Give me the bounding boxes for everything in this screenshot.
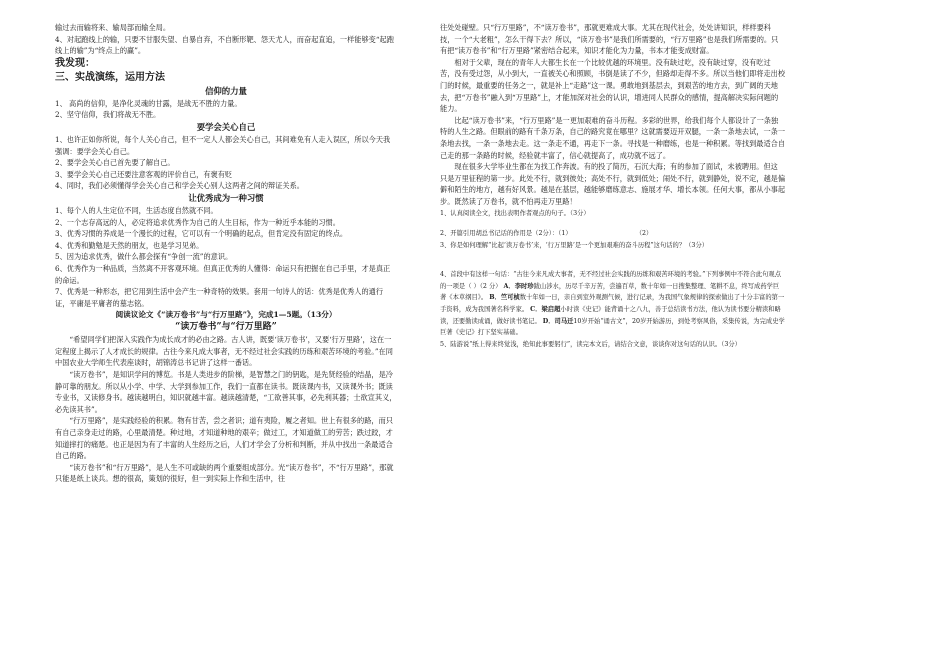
option-a-text: 跋山涉水，历尽千辛万苦，尝遍百草，数十年如一日搜集整理、笔耕不息，终写成药学巨著《本草纲目》。 [440,282,780,302]
question-4 [440,269,785,339]
excellence-point-1: 1、每个人的人生定位不同，生活态度自然就不同。 [55,205,218,215]
question-2-stem: 2、开篇引用胡总书记话的作用是（2分）：（1） [440,230,572,238]
excellence-point-2: 2、一个志存高远的人，必定将追求优秀作为自己的人生目标，作为一种近乎本能的习惯。 [55,217,340,227]
essay-paragraph-3: “行万里路”，是实践经验的积累。物有甘苦，尝之者识；道有夷险，履之者知。世上有很多的路，而只有自己亲身走过的路，心里最清楚。种过地，才知道种地的艰辛；做过工，才知道做工的劳苦；跌过跤，才知道摔打的痛楚。也正是因为有了丰富的人生经历之后，人们才学会了分析和判断，并从中找出一条最适合自己的路。 [55,416,393,461]
excellence-point-7: 7、优秀是一种形态，把它用到生活中会产生一种奇特的效果。套用一句诗人的话：优秀是优秀人的通行证，平庸是平庸者的墓志铭。 [55,287,384,308]
right-column [440,22,785,350]
excellence-point-6: 6、优秀作为一种品质，当然离不开客观环境。但真正优秀的人懂得：命运只有把握在自己手里，才是真正的命运。 [55,263,391,285]
excellence-point-5: 5、因为追求优秀，做什么都会探有“争创一流”的意识。 [55,252,233,262]
option-d-label: D．司马迁 [542,317,574,325]
essay-paragraph-4-cont: 往处处碰壁。只“行万里路”，不“读万卷书”，那就更难成大事。尤其在现代社会，处处讲知识，样样要科技，一个“大老粗”，怎么干得下去？所以，“读万卷书”是我们所需要的，“行万里路”也是我们所需要的。只有把“读万卷书”和“行万里路”紧密结合起来，知识才能化为力量，书本才能变成财富。 [440,23,779,56]
heading-discover: 我发现： [55,57,95,69]
intro-line-1: 输过去而输将来、输局部而输全局。 [55,23,171,32]
section-title-faith: 信仰的力量 [205,85,247,96]
option-c-label: C．梁启超 [530,306,561,314]
excellence-point-4: 4、优秀和勤勉是天然的朋友，也是学习见弟。 [55,240,204,250]
question-2-blank-2: （2） [635,230,653,238]
option-b-label: B．竺可桢 [489,294,520,302]
care-point-2: 2、要学会关心自己首先要了解自己。 [55,158,175,168]
question-5: 5、陆游说“纸上得来终觉浅，绝知此事要躬行”，读完本文后，请结合文意，谈谈你对这句话的认识。（3分） [440,340,741,348]
question-2 [440,228,785,240]
option-a-label: A．李时珍 [503,282,534,290]
essay-paragraph-4: “读万卷书”和“行万里路”，是人生不可或缺的两个重要组成部分。光“读万卷书”，不“行万里路”，那就只能是纸上谈兵。想的很高，策划的很好，但一到实际上作和生活中，往 [55,462,394,484]
care-point-1: 1、也许正如你所说，每个人关心自己，但不一定人人都会关心自己，其间难免有人走入误区，所以今天我强调：要学会关心自己。 [55,134,391,156]
care-point-3: 3、要学会关心自己还要注意客观的评价自己，有褒有贬 [55,169,233,179]
section-title-excellence: 让优秀成为一种习惯 [188,192,264,203]
option-d-text: 10岁开始“诵古文”，20岁开始游历，到处考察风俗，采集传说，为完成史学巨著《史记》打下坚实基础。 [440,317,785,337]
option-b-text: 数十年如一日，亲自到室外观测气候，进行记录，为我国气象规律的探索做出了十分丰富的第一手资料，成为我国著名科学家。 [440,294,785,314]
faith-point-1: 1、 高尚的信仰，是净化灵魂的甘露，是战无不胜的力量。 [55,98,242,108]
question-1: 1、认真阅读全文，找出表明作者观点的句子。（3分） [440,209,590,217]
essay-paragraph-2: “读万卷书”，是知识学问的博览。书是人类进步的阶梯，是智慧之门的钥匙，是先贤经验的结晶，是冷静可靠的朋友。所以从小学、中学、大学到参加工作，我们一直都在读书。既读课内书，又读课外书；既读专业书，又读修身书。越读越明白，知识就越丰富。越读越清楚，“工欲善其事，必先利其器；士欲宣其义，必先读其书”。 [55,370,397,414]
essay-paragraph-1: “希望同学们把深入实践作为成长成才的必由之路。古人讲，既要‘读万卷书’，又要‘行万里路’，这在一定程度上揭示了人才成长的规律。古往今来凡成大事者，无不经过社会实践的历练和艰苦环境的考验。”在同中国农业大学师生代表座谈时，胡锦涛总书记讲了这样一番话。 [55,335,393,368]
heading-practice: 三、实战演练，运用方法 [55,71,165,83]
care-point-4: 4、同时，我们必须懂得学会关心自己和学会关心别人这两者之间的辩证关系。 [55,181,304,191]
question-3: 3、你是如何理解“比起‘读万卷书’来，‘行万里路’是一个更加艰难的奋斗历程”这句话的？（3分） [440,241,709,249]
question-4-stem: 4、首段中有这样一句话：“古往今来凡成大事者，无不经过社会实践的历练和艰苦环境的考验。”下列事例中不符合此句观点的一项是（ ）（2 分） [440,271,782,290]
reading-task-title: 阅读议论文《“读万卷书”与“行万里路”》，完成1—5题。（13分） [115,310,337,320]
essay-paragraph-6: 比起“读万卷书”来，“行万里路”是一更加艰难的奋斗历程。多彩的世界，给我们每个人都设计了一条独特的人生之路。但眼前的路有千条万条，自己的路究竟在哪里？这就需要迈开双腿，一条一条地去试，一条一条地去找，一条一条地去走。这一条走不通，再走下一条。寻找是一种磨练，也是一种积累。等找到最适合自己走的那一条路的时候，经验就丰富了，信心就提高了，成功就不远了。 [440,115,786,160]
section-title-care: 要学会关心自己 [196,121,256,132]
excellence-point-3: 3、优秀习惯的养成是一个漫长的过程，它可以有一个明确的起点，但肯定没有固定的终点。 [55,229,348,239]
faith-point-2: 2、坚守信仰，我们将战无不胜。 [55,110,161,120]
essay-title: “读万卷书”与“行万里路” [175,322,277,333]
essay-paragraph-7: 现在很多大学毕业生都在为找工作奔波。有的投了简历，石沉大海；有的参加了面试，未被聘用。但这只是万里征程的第一步。此处不行，就到彼处；高处不行，就到低处；闹处不行，就到静处，说不定，越是偏僻和陌生的地方，越有好风景。越是在基层，越能够磨练意志、施展才华、增长本领。任何大事，都从小事起步。既然读了万卷书，就不怕再走万里路！ [440,162,786,206]
option-c-text: 小时读《史记》能背诵十之八九，善于总结读书方法，他认为读书要分精读和略读，还要勤读成诵，做好读书笔记。 [440,306,781,325]
essay-paragraph-5: 相对于父辈，现在的青年人大都生长在一个比较优越的环境里。没有缺过吃，没有缺过穿，没有吃过苦，没有受过怨，从小到大，一直被关心和照顾，书倒是读了不少，但路却走得不多。所以当他们即将走出校门的时候，最重要的任务之一，就是补上“走路”这一课。勇敢地到基层去，到艰苦的地方去，到广阔的天地去，把“万卷书”融入到“万里路”上，才能加深对社会的认识，增进同人民群众的感情，提高解决实际问题的能力。 [440,57,786,114]
left-column [55,22,397,485]
intro-line-2: 4、对起跑线上的输，只要不甘服失望、自暴自弃，不自断形靶、怨天尤人，而奋起直追，一样能够变“起跑线上的输”为“终点上的赢”。 [55,34,394,56]
